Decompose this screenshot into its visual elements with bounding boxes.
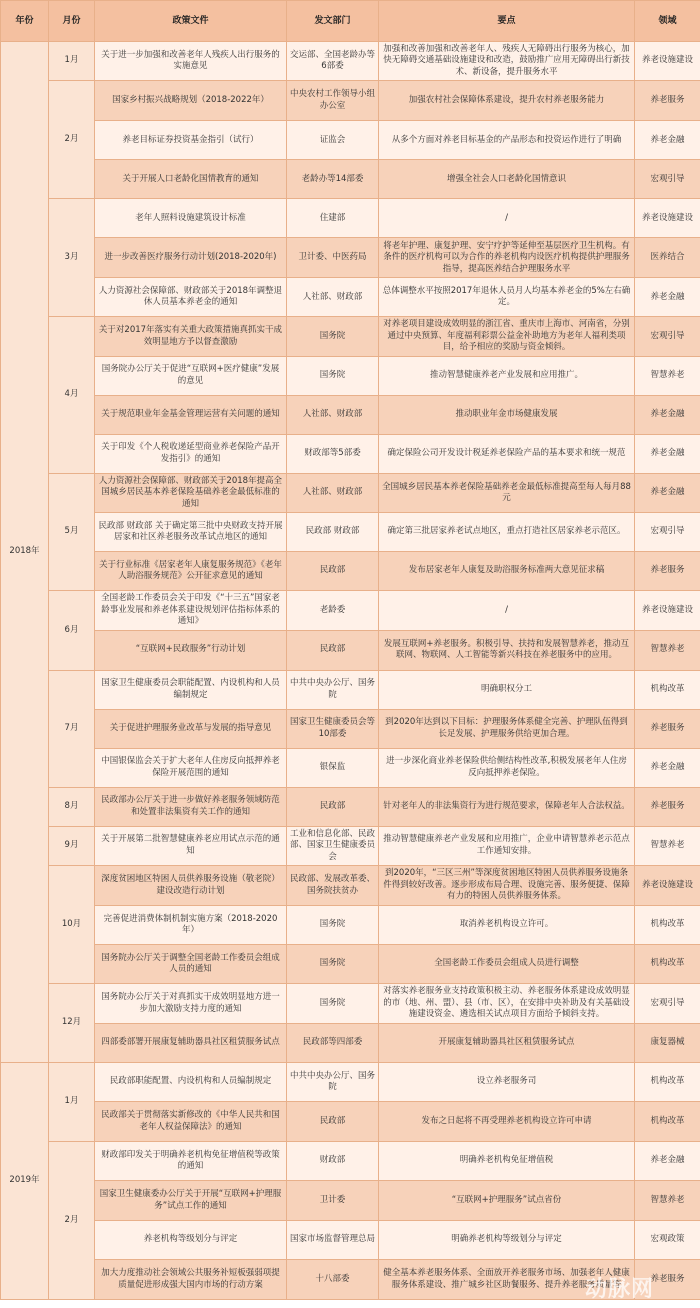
table-row (1, 81, 700, 121)
field-cell: 智慧养老 (635, 1181, 700, 1221)
field-cell: 养老设施建设 (635, 42, 700, 81)
department-cell: 卫计委、中医药局 (287, 238, 379, 278)
table-row (1, 826, 700, 865)
table-row (1, 473, 700, 512)
key-point-cell: 增强全社会人口老龄化国情意识 (379, 160, 635, 199)
department-cell: 国家卫生健康委员会等10部委 (287, 709, 379, 748)
table-row (1, 160, 700, 199)
document-cell: 国家卫生健康委员会职能配置、内设机构和人员编制规定 (95, 670, 287, 709)
col-header-department: 发文部门 (287, 1, 379, 42)
key-point-cell: 发布居家老年人康复及助浴服务标准两大意见征求稿 (379, 552, 635, 591)
table-row (1, 395, 700, 434)
department-cell: 中共中央办公厅、国务院 (287, 1063, 379, 1102)
key-point-cell: 确定保险公司开发设计税延养老保险产品的基本要求和统一规范 (379, 434, 635, 473)
department-cell: 国务院 (287, 945, 379, 984)
key-point-cell: 明确养老机构等级划分与评定 (379, 1221, 635, 1260)
year-cell: 2018年 (1, 42, 49, 1063)
table-row (1, 866, 700, 906)
key-point-cell: 健全基本养老服务体系、全面放开养老服务市场、加强老年人健康服务体系建设、推广城乡社区助餐服务、提升养老服务质量等 (379, 1260, 635, 1300)
table-row (1, 1181, 700, 1221)
field-cell: 养老服务 (635, 1260, 700, 1300)
document-cell: 深度贫困地区特困人员供养服务设施（敬老院）建设改造行动计划 (95, 866, 287, 906)
department-cell: 国务院 (287, 356, 379, 395)
field-cell: 宏观引导 (635, 160, 700, 199)
field-cell: 医养结合 (635, 238, 700, 278)
department-cell: 民政部、发展改革委、国务院扶贫办 (287, 866, 379, 906)
month-cell: 8月 (49, 787, 95, 826)
key-point-cell: 明确养老机构免征增值税 (379, 1142, 635, 1181)
key-point-cell: 针对老年人的非法集资行为进行规范要求，保障老年人合法权益。 (379, 787, 635, 826)
document-cell: 进一步改善医疗服务行动计划(2018-2020年) (95, 238, 287, 278)
table-row (1, 630, 700, 670)
field-cell: 机构改革 (635, 945, 700, 984)
document-cell: 关于行业标准《居家老年人康复服务规范》《老年人助浴服务规范》公开征求意见的通知 (95, 552, 287, 591)
document-cell: 民政部关于贯彻落实新修改的《中华人民共和国老年人权益保障法》的通知 (95, 1102, 287, 1142)
department-cell: 国务院 (287, 984, 379, 1024)
table-row (1, 984, 700, 1024)
document-cell: 养老机构等级划分与评定 (95, 1221, 287, 1260)
col-header-month: 月份 (49, 1, 95, 42)
department-cell: 财政部等5部委 (287, 434, 379, 473)
field-cell: 宏观政策 (635, 1221, 700, 1260)
field-cell: 养老设施建设 (635, 591, 700, 630)
department-cell: 民政部等四部委 (287, 1024, 379, 1063)
department-cell: 民政部 (287, 630, 379, 670)
key-point-cell: 推动智慧健康养老产业发展和应用推广，企业申请智慧养老示范点工作通知安排。 (379, 826, 635, 865)
table-row (1, 1102, 700, 1142)
field-cell: 养老金融 (635, 121, 700, 160)
table-row (1, 787, 700, 826)
document-cell: 关于促进护理服务业改革与发展的指导意见 (95, 709, 287, 748)
document-cell: 国务院办公厅关于调整全国老龄工作委员会组成人员的通知 (95, 945, 287, 984)
table-row (1, 709, 700, 748)
department-cell: 民政部 (287, 552, 379, 591)
table-row (1, 1063, 700, 1102)
field-cell: 宏观引导 (635, 317, 700, 356)
document-cell: 关于开展人口老龄化国情教育的通知 (95, 160, 287, 199)
table-row (1, 513, 700, 552)
department-cell: 民政部 (287, 1102, 379, 1142)
table-row (1, 356, 700, 395)
field-cell: 养老金融 (635, 1142, 700, 1181)
document-cell: 老年人照料设施建筑设计标准 (95, 199, 287, 238)
document-cell: 中国银保监会关于扩大老年人住房反向抵押养老保险开展范围的通知 (95, 748, 287, 787)
key-point-cell: 加强农村社会保障体系建设，提升农村养老服务能力 (379, 81, 635, 121)
field-cell: 养老设施建设 (635, 199, 700, 238)
table-row (1, 317, 700, 356)
department-cell: 人社部、财政部 (287, 395, 379, 434)
key-point-cell: 设立养老服务司 (379, 1063, 635, 1102)
key-point-cell: 取消养老机构设立许可。 (379, 906, 635, 945)
field-cell: 智慧养老 (635, 356, 700, 395)
department-cell: 银保监 (287, 748, 379, 787)
department-cell: 住建部 (287, 199, 379, 238)
field-cell: 养老金融 (635, 395, 700, 434)
field-cell: 宏观引导 (635, 984, 700, 1024)
table-row (1, 278, 700, 317)
field-cell: 宏观引导 (635, 513, 700, 552)
field-cell: 机构改革 (635, 1102, 700, 1142)
col-header-year: 年份 (1, 1, 49, 42)
key-point-cell: 从多个方面对养老目标基金的产品形态和投资运作进行了明确 (379, 121, 635, 160)
key-point-cell: “互联网+护理服务”试点省份 (379, 1181, 635, 1221)
document-cell: 四部委部署开展康复辅助器具社区租赁服务试点 (95, 1024, 287, 1063)
key-point-cell: 推动职业年金市场健康发展 (379, 395, 635, 434)
department-cell: 人社部、财政部 (287, 473, 379, 512)
field-cell: 机构改革 (635, 1063, 700, 1102)
document-cell: 民政部办公厅关于进一步做好养老服务领域防范和处置非法集资有关工作的通知 (95, 787, 287, 826)
key-point-cell: 加强和改善加强和改善老年人、残疾人无障碍出行服务为核心，加快无障碍交通基础设施建设和改造，鼓励推广应用无障碍出行新技术、新设备，提升服务水平 (379, 42, 635, 81)
document-cell: 完善促进消费体制机制实施方案（2018-2020年） (95, 906, 287, 945)
month-cell: 2月 (49, 1142, 95, 1300)
table-row (1, 121, 700, 160)
key-point-cell: 全国老龄工作委员会组成人员进行调整 (379, 945, 635, 984)
col-header-key-points: 要点 (379, 1, 635, 42)
table-row (1, 945, 700, 984)
field-cell: 智慧养老 (635, 630, 700, 670)
document-cell: 关于规范职业年金基金管理运营有关问题的通知 (95, 395, 287, 434)
department-cell: 证监会 (287, 121, 379, 160)
document-cell: 民政部 财政部 关于确定第三批中央财政支持开展居家和社区养老服务改革试点地区的通知 (95, 513, 287, 552)
key-point-cell: 对养老项目建设成效明显的浙江省、重庆市上海市、河南省，分别通过中央预算、年度福利彩票公益金补助地方为老年人福利类项目，给予相应的奖励与资金倾斜。 (379, 317, 635, 356)
table-row (1, 1142, 700, 1181)
department-cell: 老龄办等14部委 (287, 160, 379, 199)
key-point-cell: 到2020年达到以下目标：护理服务体系健全完善、护理队伍得到长足发展、护理服务供给更加合理。 (379, 709, 635, 748)
key-point-cell: 到2020年，“三区三州”等深度贫困地区特困人员供养服务设施条件得到较好改善。逐步形成布局合理、设施完善、服务便捷、保障有力的特困人员供养服务体系。 (379, 866, 635, 906)
month-cell: 3月 (49, 199, 95, 317)
document-cell: 国务院办公厅关于促进“互联网+医疗健康”发展的意见 (95, 356, 287, 395)
key-point-cell: / (379, 591, 635, 630)
month-cell: 9月 (49, 826, 95, 865)
document-cell: 国家乡村振兴战略规划（2018-2022年） (95, 81, 287, 121)
month-cell: 1月 (49, 1063, 95, 1142)
key-point-cell: 开展康复辅助器具社区租赁服务试点 (379, 1024, 635, 1063)
field-cell: 养老金融 (635, 434, 700, 473)
field-cell: 养老金融 (635, 473, 700, 512)
table-row (1, 748, 700, 787)
field-cell: 养老设施建设 (635, 866, 700, 906)
table-row (1, 670, 700, 709)
key-point-cell: 发展互联网+养老服务。积极引导、扶持和发展智慧养老，推动互联网、物联网、人工智能等新兴科技在养老服务中的应用。 (379, 630, 635, 670)
month-cell: 7月 (49, 670, 95, 787)
key-point-cell: / (379, 199, 635, 238)
field-cell: 智慧养老 (635, 826, 700, 865)
field-cell: 机构改革 (635, 670, 700, 709)
department-cell: 民政部 (287, 787, 379, 826)
document-cell: 国务院办公厅关于对真抓实干成效明显地方进一步加大激励支持力度的通知 (95, 984, 287, 1024)
table-row (1, 42, 700, 81)
table-row (1, 238, 700, 278)
department-cell: 卫计委 (287, 1181, 379, 1221)
key-point-cell: 将老年护理、康复护理、安宁疗护等延伸至基层医疗卫生机构。有条件的医疗机构可以为合作的养老机构内设医疗机构提供护理服务指导，提高医养结合护理服务水平 (379, 238, 635, 278)
month-cell: 2月 (49, 81, 95, 199)
month-cell: 4月 (49, 317, 95, 473)
month-cell: 1月 (49, 42, 95, 81)
key-point-cell: 明确职权分工 (379, 670, 635, 709)
field-cell: 养老服务 (635, 787, 700, 826)
document-cell: 关于进一步加强和改善老年人残疾人出行服务的实施意见 (95, 42, 287, 81)
table-header-row (1, 1, 700, 42)
department-cell: 国家市场监督管理总局 (287, 1221, 379, 1260)
table-row (1, 434, 700, 473)
table-row (1, 1221, 700, 1260)
department-cell: 老龄委 (287, 591, 379, 630)
field-cell: 机构改革 (635, 906, 700, 945)
month-cell: 5月 (49, 473, 95, 590)
document-cell: 人力资源社会保障部、财政部关于2018年提高全国城乡居民基本养老保险基础养老金最低标准的通知 (95, 473, 287, 512)
department-cell: 财政部 (287, 1142, 379, 1181)
department-cell: 国务院 (287, 317, 379, 356)
field-cell: 养老金融 (635, 278, 700, 317)
field-cell: 养老服务 (635, 552, 700, 591)
col-header-field: 领域 (635, 1, 700, 42)
document-cell: 民政部职能配置、内设机构和人员编制规定 (95, 1063, 287, 1102)
key-point-cell: 总体调整水平按照2017年退休人员月人均基本养老金的5%左右确定。 (379, 278, 635, 317)
document-cell: 财政部印发关于明确养老机构免征增值税等政策的通知 (95, 1142, 287, 1181)
year-cell: 2019年 (1, 1063, 49, 1300)
field-cell: 养老金融 (635, 748, 700, 787)
document-cell: “互联网+民政服务”行动计划 (95, 630, 287, 670)
document-cell: 全国老龄工作委员会关于印发《“十三五”国家老龄事业发展和养老体系建设规划评估指标体系的通知》 (95, 591, 287, 630)
table-row (1, 1024, 700, 1063)
table-row (1, 199, 700, 238)
field-cell: 养老服务 (635, 709, 700, 748)
document-cell: 关于对2017年落实有关重大政策措施真抓实干成效明显地方予以督查激励 (95, 317, 287, 356)
key-point-cell: 推动智慧健康养老产业发展和应用推广。 (379, 356, 635, 395)
document-cell: 关于开展第二批智慧健康养老应用试点示范的通知 (95, 826, 287, 865)
month-cell: 6月 (49, 591, 95, 670)
document-cell: 加大力度推动社会领域公共服务补短板强弱项提质量促进形成强大国内市场的行动方案 (95, 1260, 287, 1300)
document-cell: 养老目标证券投资基金指引（试行） (95, 121, 287, 160)
table-body (1, 42, 700, 1300)
watermark: 动脉网 (585, 1277, 655, 1302)
table-row (1, 906, 700, 945)
key-point-cell: 确定第三批居家养老试点地区，重点打造社区居家养老示范区。 (379, 513, 635, 552)
field-cell: 养老服务 (635, 81, 700, 121)
document-cell: 人力资源社会保障部、财政部关于2018年调整退休人员基本养老金的通知 (95, 278, 287, 317)
department-cell: 国务院 (287, 906, 379, 945)
document-cell: 国家卫生健康委办公厅关于开展“互联网+护理服务”试点工作的通知 (95, 1181, 287, 1221)
col-header-document: 政策文件 (95, 1, 287, 42)
document-cell: 关于印发《个人税收递延型商业养老保险产品开发指引》的通知 (95, 434, 287, 473)
key-point-cell: 对落实养老服务业支持政策积极主动、养老服务体系建设成效明显的市（地、州、盟）、县（市、区），在安排中央补助及有关基础设施建设资金、遴选相关试点项目方面给予倾斜支持。 (379, 984, 635, 1024)
key-point-cell: 全国城乡居民基本养老保险基础养老金最低标准提高至每人每月88元 (379, 473, 635, 512)
table-row (1, 552, 700, 591)
department-cell: 人社部、财政部 (287, 278, 379, 317)
department-cell: 十八部委 (287, 1260, 379, 1300)
department-cell: 交运部、全国老龄办等6部委 (287, 42, 379, 81)
key-point-cell: 发布之日起将不再受理养老机构设立许可申请 (379, 1102, 635, 1142)
department-cell: 工业和信息化部、民政部、国家卫生健康委员会 (287, 826, 379, 865)
month-cell: 10月 (49, 866, 95, 984)
department-cell: 民政部 财政部 (287, 513, 379, 552)
table-row (1, 591, 700, 630)
department-cell: 中央农村工作领导小组办公室 (287, 81, 379, 121)
key-point-cell: 进一步深化商业养老保险供给侧结构性改革,积极发展老年人住房反向抵押养老保险。 (379, 748, 635, 787)
field-cell: 康复器械 (635, 1024, 700, 1063)
month-cell: 12月 (49, 984, 95, 1063)
department-cell: 中共中央办公厅、国务院 (287, 670, 379, 709)
